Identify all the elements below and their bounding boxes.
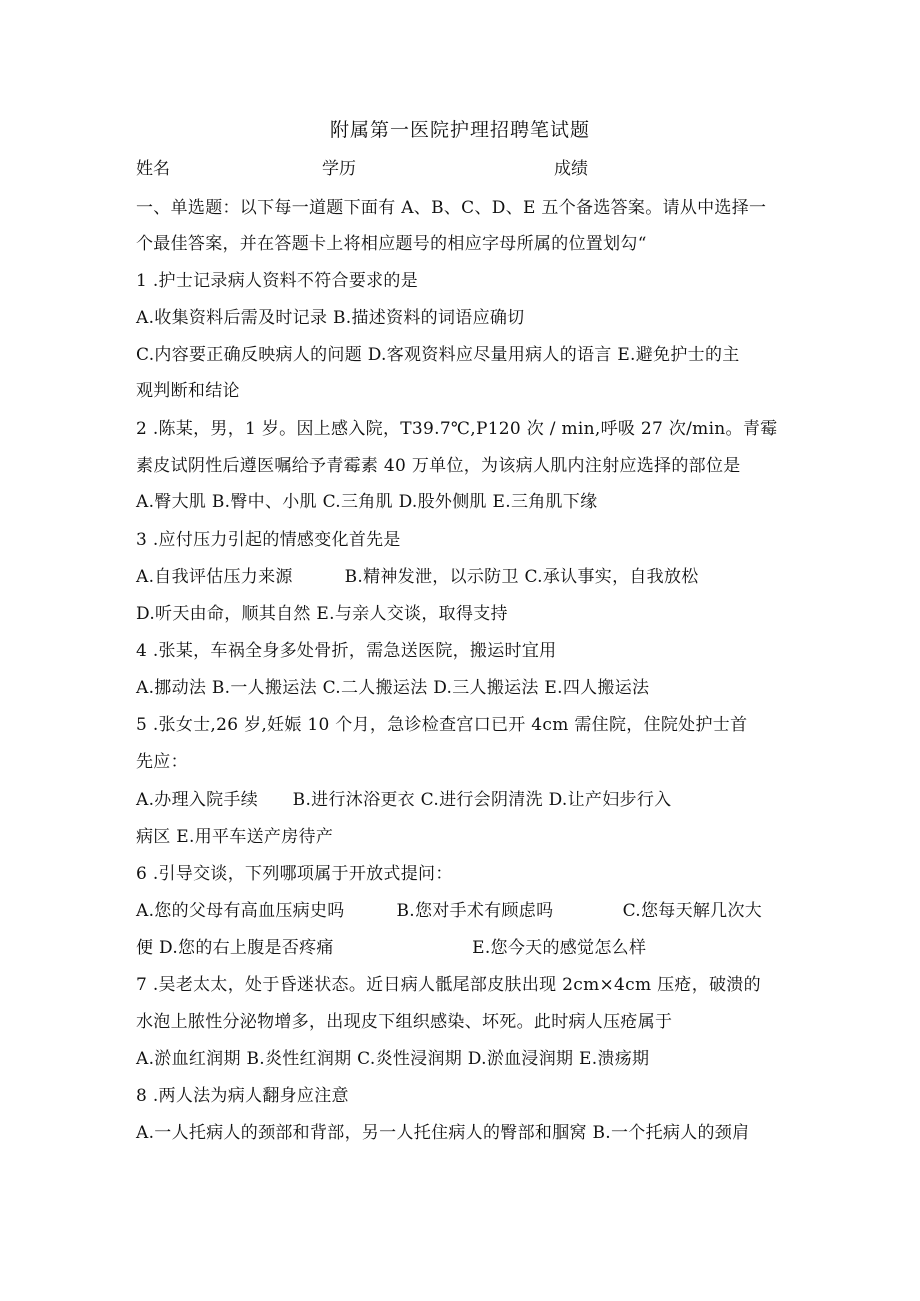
name-label: 姓名	[136, 159, 170, 179]
section-instruction-line-2: 个最佳答案，并在答题卡上将相应题号的相应字母所属的位置划勾“	[136, 234, 647, 254]
question-1-options-line-3: 观判断和结论	[136, 381, 240, 401]
question-3-options-line-2: D.听天由命，顺其自然 E.与亲人交谈，取得支持	[136, 604, 508, 624]
page-title: 附属第一医院护理招聘笔试题	[329, 119, 590, 141]
question-2-stem-line-2: 素皮试阴性后遵医嘱给予青霉素 40 万单位，为该病人肌内注射应选择的部位是	[136, 456, 741, 476]
question-5-stem-line-1: 5 .张女士,26 岁,妊娠 10 个月，急诊检查宫口已开 4cm 需住院，住院处护士首	[136, 715, 748, 735]
section-instruction-line-1: 一、单选题：以下每一道题下面有 A、B、C、D、E 五个备选答案。请从中选择一	[136, 198, 767, 218]
question-7-stem-line-1: 7 .吴老太太，处于昏迷状态。近日病人骶尾部皮肤出现 2cm×4cm 压疮，破溃的	[136, 975, 761, 995]
education-label: 学历	[322, 159, 356, 179]
question-8-options-line-1: A.一人托病人的颈部和背部，另一人托住病人的臀部和腘窝 B.一个托病人的颈肩	[136, 1123, 750, 1143]
score-label: 成绩	[554, 159, 588, 179]
question-4-stem: 4 .张某，车祸全身多处骨折，需急送医院，搬运时宜用	[136, 641, 557, 661]
question-4-options: A.挪动法 B.一人搬运法 C.二人搬运法 D.三人搬运法 E.四人搬运法	[136, 678, 650, 698]
question-5-options-line-2: 病区 E.用平车送产房待产	[136, 827, 334, 847]
question-8-stem: 8 .两人法为病人翻身应注意	[136, 1086, 349, 1106]
question-3-stem: 3 .应付压力引起的情感变化首先是	[136, 530, 401, 550]
question-6-options-line-2: 便 D.您的右上腹是否疼痛 E.您今天的感觉怎么样	[136, 938, 647, 958]
question-6-options-line-1: A.您的父母有高血压病史吗 B.您对手术有顾虑吗 C.您每天解几次大	[136, 901, 763, 921]
question-1-stem: 1 .护士记录病人资料不符合要求的是	[136, 271, 419, 291]
question-7-stem-line-2: 水泡上脓性分泌物增多，出现皮下组织感染、坏死。此时病人压疮属于	[136, 1012, 673, 1032]
question-1-options-line-1: A.收集资料后需及时记录 B.描述资料的词语应确切	[136, 308, 525, 328]
question-5-options-line-1: A.办理入院手续 B.进行沐浴更衣 C.进行会阴清洗 D.让产妇步行入	[136, 790, 672, 810]
question-1-options-line-2: C.内容要正确反映病人的问题 D.客观资料应尽量用病人的语言 E.避免护士的主	[136, 345, 740, 365]
question-5-stem-line-2: 先应：	[136, 752, 188, 772]
question-7-options: A.淤血红润期 B.炎性红润期 C.炎性浸润期 D.淤血浸润期 E.溃疡期	[136, 1049, 650, 1069]
question-2-stem-line-1: 2 .陈某，男，1 岁。因上感入院，T39.7℃,P120 次 / min,呼吸 27 次/min。青霉	[136, 419, 778, 439]
question-2-options: A.臀大肌 B.臀中、小肌 C.三角肌 D.股外侧肌 E.三角肌下缘	[136, 492, 598, 512]
question-6-stem: 6 .引导交谈，下列哪项属于开放式提问：	[136, 864, 453, 884]
question-3-options-line-1: A.自我评估压力来源 B.精神发泄，以示防卫 C.承认事实，自我放松	[136, 567, 699, 587]
